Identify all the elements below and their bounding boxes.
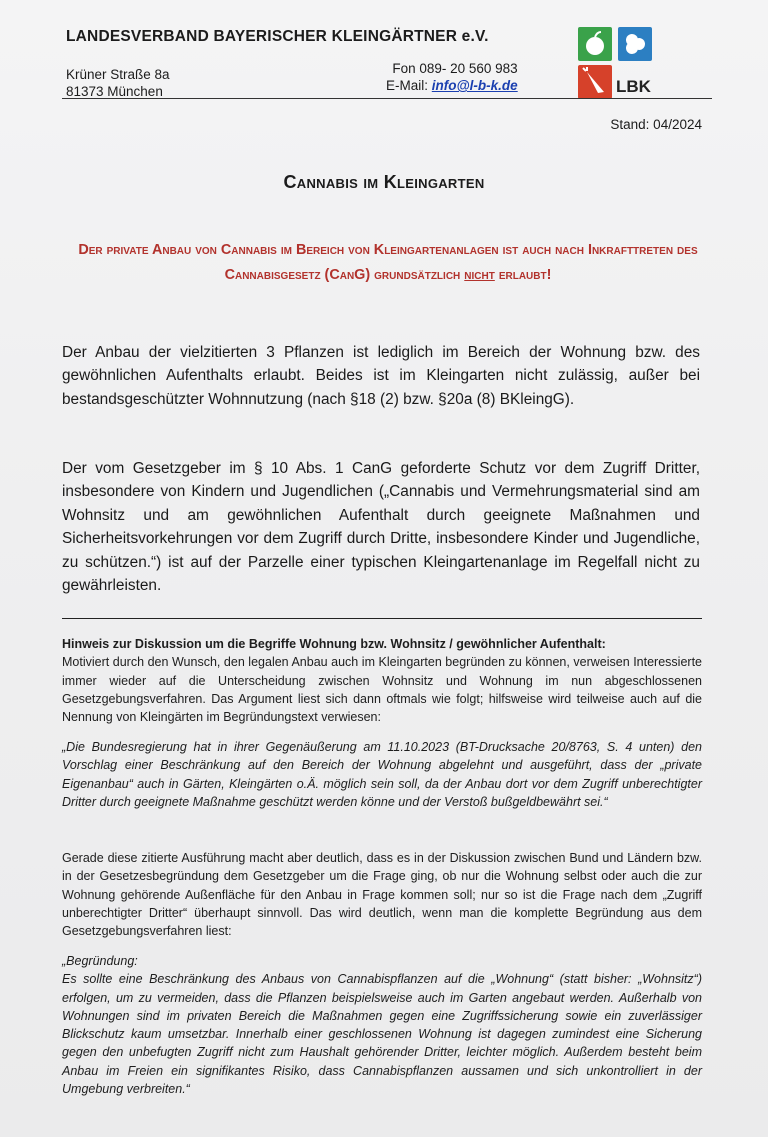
warning-heading-part1: Der private Anbau von Cannabis im Bereich von Kleingartenanlagen ist auch nach Inkrafttreten des Cannabisgesetz (CanG) grundsätzlich bbox=[78, 242, 698, 283]
quote-1: „Die Bundesregierung hat in ihrer Gegenäußerung am 11.10.2023 (BT-Drucksache 20/8763, S. 4 unten) den Vorschlag einer Beschränkung auf den Bereich der Wohnung abgelehnt und ausgeführt, dass der „private Eigenanbau“ auch in Gärten, Kleingärten o.Ä. möglich sein soll, da der Anbau dort vor dem Zugriff unberechtigter Dritter durch geeignete Maßnahme geschützt werden könne und der Verstoß bußgeldbewährt sei.“ bbox=[62, 740, 702, 809]
warning-heading bbox=[70, 238, 706, 288]
street: Krüner Straße 8a bbox=[66, 67, 170, 82]
lbk-logo bbox=[578, 27, 658, 99]
note-text: Motiviert durch den Wunsch, den legalen Anbau auch im Kleingarten begründen zu können, verweisen Interessierte immer wieder auf die Unterscheidung zwischen Wohnsitz und Wohnung im nun abgeschlossenen Gesetzgebungsverfahren. Das Argument liest sich dann oftmals wie folgt; hilfsweise wird teilweise auch auf die Nennung von Kleingärten im Begründungstext verwiesen: bbox=[62, 655, 702, 725]
paragraph-1: Der Anbau der vielzitierten 3 Pflanzen ist lediglich im Bereich der Wohnung bzw. des gewöhnlichen Aufenthalts erlaubt. Beides ist im Kleingarten nicht zulässig, außer bei bestandsgeschützter Wohnnutzung (nach §18 (2) bzw. §20a (8) BKleingG). bbox=[62, 344, 700, 408]
city: 81373 München bbox=[66, 84, 163, 99]
quote-2-text: Es sollte eine Beschränkung des Anbaus von Cannabispflanzen auf die „Wohnung“ (statt bisher: „Wohnsitz“) erfolgen, um zu vermeiden, dass die Pflanzen beispielsweise auch im Garten angebaut werden. Außerhalb von Wohnungen sind im privaten Bereich die Maßnahmen gegen eine Zugriffssicherung sowie ein zuverlässiger Blickschutz kaum umsetzbar. Innerhalb einer geschlossenen Wohnung ist dagegen zumindest eine Sicherung gegen den unbefugten Zugriff nicht zum Haushalt gehörender Dritter, leichter möglich. Außerdem besteht beim Anbau im Freien ein signifikantes Risiko, dass Cannabispflanzen aussamen und sich unkontrolliert in der Umgebung verbreiten.“ bbox=[62, 972, 702, 1097]
paragraph-2: Der vom Gesetzgeber im § 10 Abs. 1 CanG geforderte Schutz vor dem Zugriff Dritter, insbesondere von Kindern und Jugendlichen („Cannabis und Vermehrungsmaterial sind am Wohnsitz und am gewöhnlichen Aufenthalt durch geeignete Maßnahmen und Sicherheitsvorkehrungen vor dem Zugriff durch Dritte, insbesondere Kinder und Jugendliche, zu schützen.“) ist auf der Parzelle einer typischen Kleingartenanlage im Regelfall nicht zu gewährleisten. bbox=[62, 460, 700, 595]
page-title: Cannabis im Kleingarten bbox=[283, 172, 485, 192]
warning-heading-nicht: nicht bbox=[464, 267, 495, 283]
phone: Fon 089- 20 560 983 bbox=[392, 61, 518, 76]
email-line bbox=[386, 77, 518, 94]
email-link[interactable]: info@l-b-k.de bbox=[431, 78, 518, 93]
quote-2-label: „Begründung: bbox=[62, 954, 138, 968]
carrot-icon bbox=[578, 65, 612, 99]
document-date: Stand: 04/2024 bbox=[610, 117, 702, 132]
section-divider bbox=[62, 618, 702, 619]
quote-2 bbox=[62, 952, 702, 1098]
note-heading: Hinweis zur Diskussion um die Begriffe Wohnung bzw. Wohnsitz / gewöhnlicher Aufenthalt: bbox=[62, 637, 606, 651]
logo-text: LBK bbox=[616, 77, 651, 96]
address-block bbox=[66, 66, 170, 100]
organization-name: LANDESVERBAND BAYERISCHER KLEINGÄRTNER e.V. bbox=[66, 28, 489, 45]
email-label: E-Mail: bbox=[386, 78, 429, 93]
contact-block bbox=[386, 60, 518, 94]
paragraph-3: Gerade diese zitierte Ausführung macht aber deutlich, dass es in der Diskussion zwischen Bund und Ländern bzw. in der Gesetzesbegründung dem Gesetzgeber um die Frage ging, ob nur die Wohnung selbst oder auch die zur Wohnung gehörende Außenfläche für den Anbau in Frage kommen soll; nur so ist die Frage nach dem „Zugriff unberechtigter Dritter“ überhaupt sinnvoll. Das wird deutlich, wenn man die komplette Begründung aus dem Gesetzgebungsverfahren liest: bbox=[62, 851, 702, 939]
flower-icon bbox=[618, 27, 652, 61]
apple-icon bbox=[578, 27, 612, 61]
warning-heading-part2: erlaubt! bbox=[498, 267, 552, 283]
note-block bbox=[62, 635, 702, 726]
header-divider bbox=[62, 98, 712, 99]
